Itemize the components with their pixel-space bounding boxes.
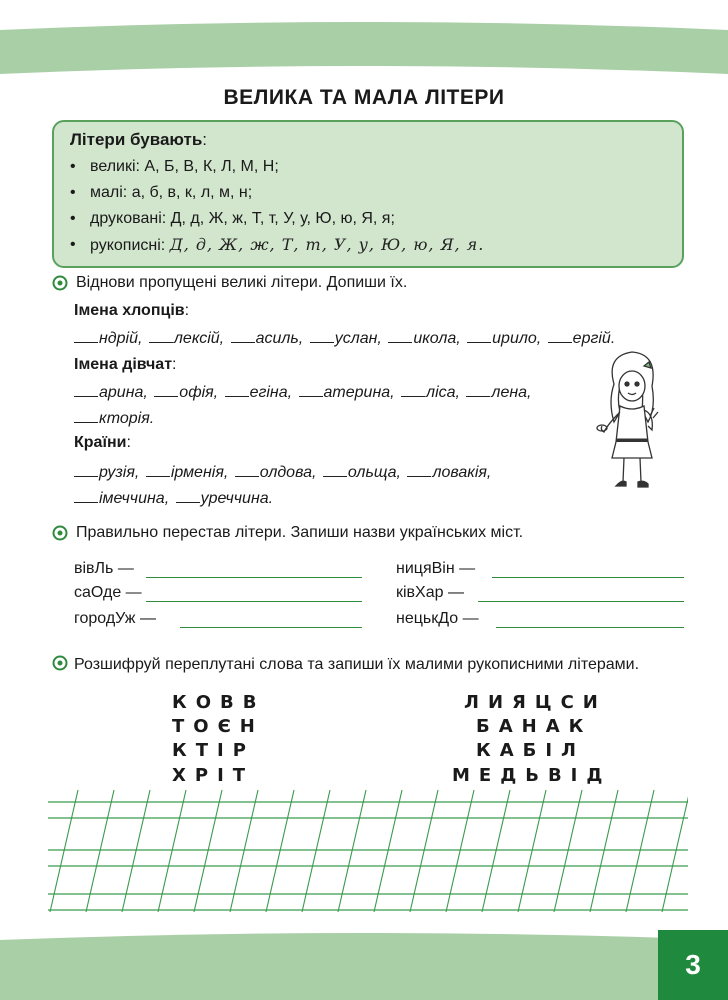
fill-in-word: [146, 464, 229, 481]
word-fragment: ірменія,: [170, 464, 229, 481]
fill-in-word: [74, 330, 142, 347]
letter-blank[interactable]: [74, 462, 98, 477]
bottom-band: [0, 926, 728, 1000]
scrambled-word-left-4: ХРІТ: [172, 765, 255, 786]
rule-box: [52, 120, 684, 268]
letter-blank[interactable]: [299, 382, 323, 397]
countries-label: Країни:: [74, 434, 131, 451]
letter-blank[interactable]: [74, 328, 98, 343]
letter-blank[interactable]: [154, 382, 178, 397]
word-fragment: услан,: [334, 330, 382, 347]
scrambled-word-right-2: БАНАК: [476, 716, 593, 737]
letter-blank[interactable]: [323, 462, 347, 477]
answer-line-left-3[interactable]: [180, 626, 362, 628]
scrambled-word-right-4: МЕДЬВІД: [452, 765, 612, 786]
scrambled-word-right-1: ЛИЯЦСИ: [464, 692, 607, 713]
fill-in-word: [74, 464, 139, 481]
city-scramble-right-3: нецькДо —: [396, 610, 479, 627]
rule-item-capital: • великі: А, Б, В, К, Л, М, Н;: [70, 158, 279, 175]
letter-blank[interactable]: [388, 328, 412, 343]
letter-blank[interactable]: [74, 488, 98, 503]
word-fragment: ловакія,: [432, 464, 492, 481]
fill-in-word: [323, 464, 401, 481]
letter-blank[interactable]: [466, 382, 490, 397]
scrambled-word-right-3: КАБІЛ: [476, 740, 586, 761]
word-fragment: ирило,: [492, 330, 542, 347]
girl-illustration: [592, 346, 674, 496]
target-circle-icon: [52, 525, 68, 541]
letter-blank[interactable]: [146, 462, 170, 477]
target-circle-icon: [52, 655, 68, 671]
word-fragment: рузія,: [99, 464, 140, 481]
scrambled-word-left-1: КОВВ: [172, 692, 266, 713]
word-fragment: ліса,: [426, 384, 460, 401]
fill-in-word: [548, 330, 616, 347]
countries-line-1: [74, 462, 491, 482]
fill-in-word: [407, 464, 491, 481]
rule-item-handwritten: • рукописні: Д, д, Ж, ж, Т, т, У, у, Ю, ю, Я, я.: [70, 235, 485, 254]
page-title: ВЕЛИКА ТА МАЛА ЛІТЕРИ: [223, 86, 505, 109]
girls-names-line-1: [74, 382, 532, 402]
fill-in-word: [225, 384, 293, 401]
fill-in-word: [401, 384, 460, 401]
fill-in-word: [235, 464, 317, 481]
rule-item-printed: • друковані: Д, д, Ж, ж, Т, т, У, у, Ю, ю, Я, я;: [70, 210, 395, 227]
fill-in-word: [74, 384, 148, 401]
word-fragment: лексій,: [173, 330, 225, 347]
task1-instruction: Віднови пропущені великі літери. Допиши їх.: [52, 274, 407, 292]
letter-blank[interactable]: [149, 328, 173, 343]
answer-line-right-1[interactable]: [492, 576, 684, 578]
fill-in-word: [466, 384, 531, 401]
city-scramble-left-3: городУж —: [74, 610, 156, 627]
fill-in-word: [388, 330, 460, 347]
letter-blank[interactable]: [235, 462, 259, 477]
city-scramble-left-1: вівЛь —: [74, 560, 134, 577]
letter-blank[interactable]: [176, 488, 200, 503]
answer-line-left-1[interactable]: [146, 576, 362, 578]
page-number: 3: [658, 930, 728, 1000]
city-scramble-right-1: ницяВін —: [396, 560, 476, 577]
word-fragment: ндрій,: [99, 330, 143, 347]
fill-in-word: [74, 490, 169, 507]
word-fragment: асиль,: [255, 330, 304, 347]
fill-in-word: [176, 490, 274, 507]
fill-in-word: [149, 330, 224, 347]
task3-instruction: Розшифруй переплутані слова та запиши їх малими рукописними літерами.: [74, 656, 640, 673]
answer-line-left-2[interactable]: [146, 600, 362, 602]
letter-blank[interactable]: [548, 328, 572, 343]
word-fragment: икола,: [413, 330, 461, 347]
letter-blank[interactable]: [74, 408, 98, 423]
boys-names-label: Імена хлопців:: [74, 302, 190, 319]
word-fragment: імеччина,: [99, 490, 170, 507]
fill-in-word: [74, 410, 154, 427]
girls-names-line-2: [74, 408, 154, 428]
scrambled-word-left-2: ТОЄН: [172, 716, 264, 737]
letter-blank[interactable]: [310, 328, 334, 343]
girls-names-label: Імена дівчат:: [74, 356, 177, 373]
letter-blank[interactable]: [231, 328, 255, 343]
fill-in-word: [467, 330, 541, 347]
rule-box-heading: Літери бувають:: [70, 130, 208, 149]
top-band: [0, 0, 728, 80]
word-fragment: арина,: [99, 384, 148, 401]
answer-line-right-2[interactable]: [478, 600, 684, 602]
fill-in-word: [310, 330, 382, 347]
boys-names-line: [74, 328, 615, 348]
word-fragment: лена,: [491, 384, 532, 401]
word-fragment: офія,: [179, 384, 219, 401]
word-fragment: уреччина.: [200, 490, 274, 507]
fill-in-word: [231, 330, 304, 347]
fill-in-word: [299, 384, 395, 401]
target-circle-icon: [52, 275, 68, 291]
scrambled-word-left-3: КТІР: [172, 740, 255, 761]
handwriting-practice-lines[interactable]: [48, 788, 688, 912]
letter-blank[interactable]: [407, 462, 431, 477]
task2-instruction: Правильно перестав літери. Запиши назви українських міст.: [52, 524, 523, 542]
word-fragment: олдова,: [259, 464, 317, 481]
city-scramble-right-2: ківХар —: [396, 584, 464, 601]
countries-line-2: [74, 488, 273, 508]
word-fragment: кторія.: [99, 410, 155, 427]
letter-blank[interactable]: [467, 328, 491, 343]
word-fragment: егіна,: [249, 384, 293, 401]
city-scramble-left-2: саОде —: [74, 584, 142, 601]
answer-line-right-3[interactable]: [496, 626, 684, 628]
word-fragment: атерина,: [323, 384, 395, 401]
word-fragment: ольща,: [347, 464, 401, 481]
word-fragment: ергій.: [572, 330, 616, 347]
letter-blank[interactable]: [225, 382, 249, 397]
letter-blank[interactable]: [401, 382, 425, 397]
fill-in-word: [154, 384, 218, 401]
letter-blank[interactable]: [74, 382, 98, 397]
rule-item-lowercase: • малі: а, б, в, к, л, м, н;: [70, 184, 253, 201]
